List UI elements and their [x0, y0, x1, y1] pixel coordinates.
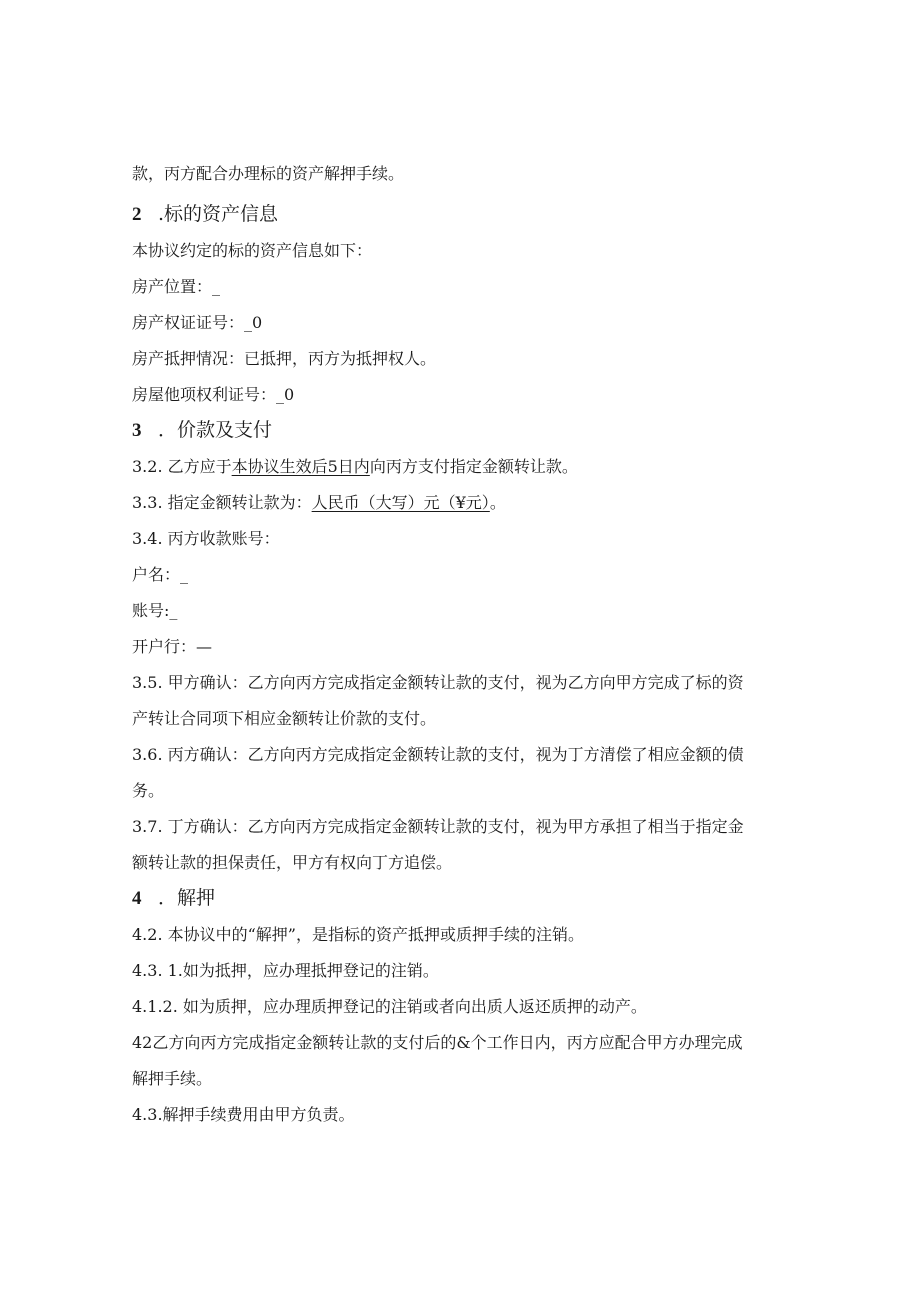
- account-bank: 开户行：—: [132, 637, 213, 656]
- property-mortgage-status: 房产抵押情况：已抵押，丙方为抵押权人。: [132, 349, 437, 368]
- property-location: 房产位置：_: [132, 277, 221, 296]
- clause-text: 向丙方支付指定金额转让款。: [369, 457, 578, 476]
- section-title: ．价款及支付: [158, 419, 273, 441]
- section-number: 4: [132, 888, 142, 909]
- clause-3-5: 3.5. 甲方确认：乙方向丙方完成指定金额转让款的支付，视为乙方向甲方完成了标的资: [132, 673, 744, 692]
- clause-text: 。: [489, 493, 506, 512]
- section-heading-3: [132, 418, 272, 443]
- clause-3-5-continued: 产转让合同项下相应金额转让价款的支付。: [132, 709, 437, 728]
- paragraph-continuation: 款，丙方配合办理标的资产解押手续。: [132, 164, 405, 183]
- clause-4-2b: 42乙方向丙方完成指定金额转让款的支付后的&个工作日内，丙方应配合甲方办理完成: [132, 1033, 743, 1052]
- clause-4-2b-continued: 解押手续。: [132, 1069, 213, 1088]
- underlined-term: 本协议生效后5日内: [231, 457, 370, 476]
- clause-4-3-1: 4.3. 1.如为抵押，应办理抵押登记的注销。: [132, 961, 439, 980]
- clause-3-6: 3.6. 丙方确认：乙方向丙方完成指定金额转让款的支付，视为丁方清偿了相应金额的债: [132, 745, 744, 764]
- clause-4-3: 4.3.解押手续费用由甲方负责。: [132, 1105, 355, 1124]
- section-heading-2: [132, 202, 278, 227]
- section-title: .标的资产信息: [158, 203, 279, 225]
- asset-info-intro: 本协议约定的标的资产信息如下：: [132, 241, 373, 260]
- clause-3-4: 3.4. 丙方收款账号：: [132, 529, 280, 548]
- property-certificate-number: 房产权证证号：_0: [132, 313, 263, 332]
- account-number: 账号:_: [132, 601, 178, 620]
- clause-3-6-continued: 务。: [132, 781, 165, 800]
- clause-3-7-continued: 额转让款的担保责任，甲方有权向丁方追偿。: [132, 853, 453, 872]
- underlined-amount: 人民币（大写）元（¥元）: [311, 493, 490, 512]
- clause-text: 3.3. 指定金额转让款为：: [132, 493, 312, 512]
- clause-3-3: [132, 493, 792, 513]
- section-number: 3: [132, 420, 142, 441]
- section-title: ．解押: [158, 887, 216, 909]
- clause-3-7: 3.7. 丁方确认：乙方向丙方完成指定金额转让款的支付，视为甲方承担了相当于指定金: [132, 817, 744, 836]
- section-number: 2: [132, 204, 142, 225]
- clause-4-2: 4.2. 本协议中的“解押”，是指标的资产抵押或质押手续的注销。: [132, 925, 584, 944]
- other-rights-certificate-number: 房屋他项权利证号：_0: [132, 385, 295, 404]
- clause-3-2: [132, 457, 792, 477]
- clause-4-1-2: 4.1.2. 如为质押，应办理质押登记的注销或者向出质人返还质押的动产。: [132, 997, 647, 1016]
- section-heading-4: [132, 886, 215, 911]
- account-name: 户名：_: [132, 565, 189, 584]
- clause-text: 3.2. 乙方应于: [132, 457, 232, 476]
